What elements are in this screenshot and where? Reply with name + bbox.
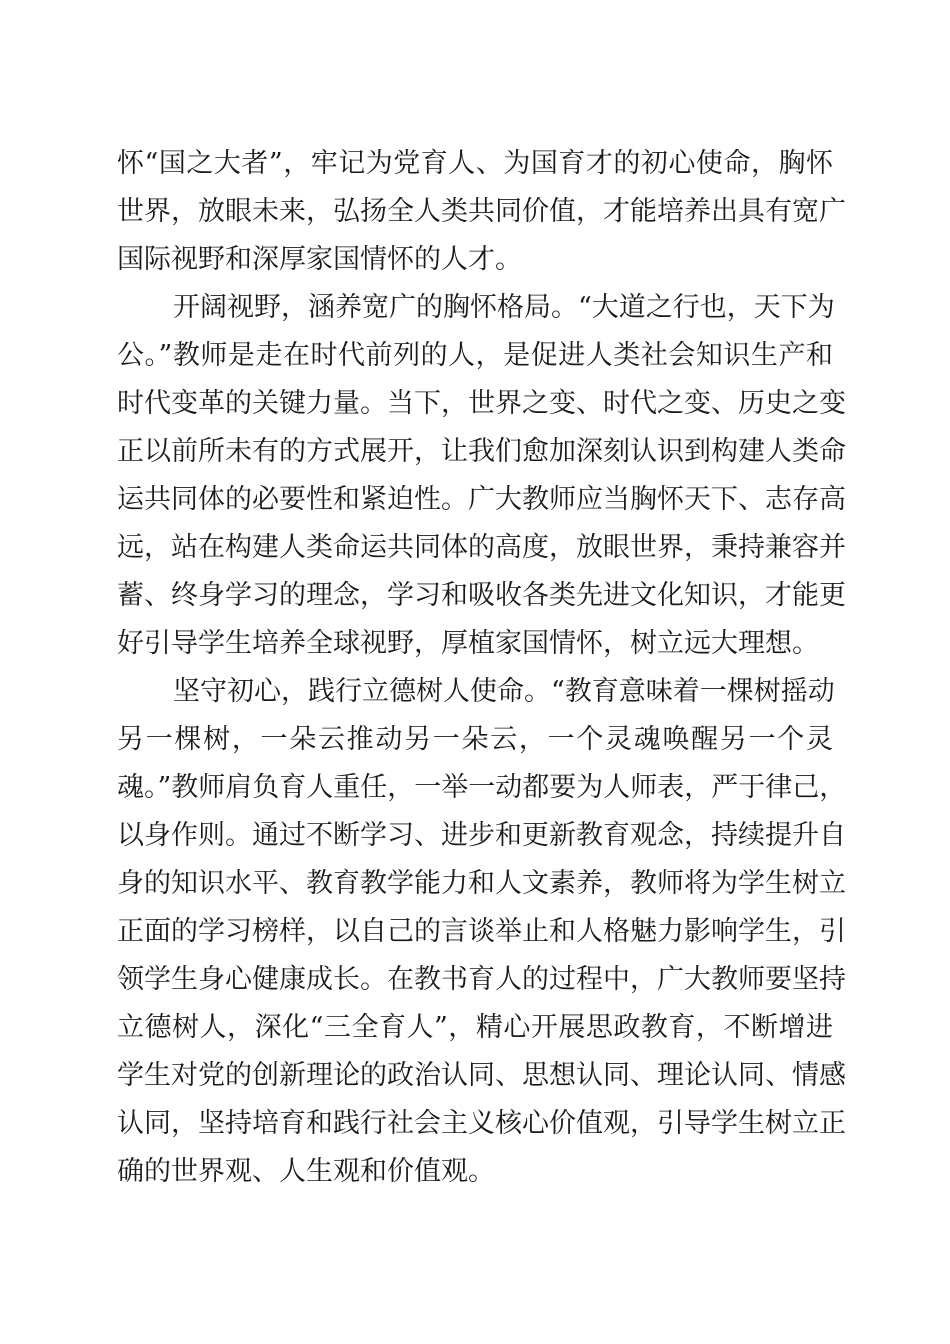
text-line: 领学生身心健康成长。在教书育人的过程中，广大教师要坚持 [117,964,846,995]
paragraph-start-line: 开阔视野，涵养宽广的胸怀格局。“大道之行也，天下为 [173,292,835,323]
text-line: 身的知识水平、教育教学能力和人文素养，教师将为学生树立 [117,868,846,899]
text-line: 时代变革的关键力量。当下，世界之变、时代之变、历史之变 [117,388,846,419]
text-line: 怀“国之大者”，牢记为党育人、为国育才的初心使命，胸怀 [117,148,833,179]
text-line: 正以前所未有的方式展开，让我们愈加深刻认识到构建人类命 [117,436,846,467]
text-line: 以身作则。通过不断学习、进步和更新教育观念，持续提升自 [117,820,846,851]
text-line: 确的世界观、人生观和价值观。 [117,1156,495,1187]
text-line: 正面的学习榜样，以自己的言谈举止和人格魅力影响学生，引 [117,916,846,947]
text-line: 国际视野和深厚家国情怀的人才。 [117,244,522,275]
text-line: 立德树人，深化“三全育人”，精心开展思政教育，不断增进 [117,1012,833,1043]
text-line: 好引导学生培养全球视野，厚植家国情怀，树立远大理想。 [117,628,819,659]
text-line: 公。”教师是走在时代前列的人，是促进人类社会知识生产和 [117,340,833,371]
text-line: 蓄、终身学习的理念，学习和吸收各类先进文化知识，才能更 [117,580,846,611]
text-line: 另一棵树，一朵云推动另一朵云，一个灵魂唤醒另一个灵 [117,724,833,755]
text-line: 魂。”教师肩负育人重任，一举一动都要为人师表，严于律己， [117,772,847,803]
paragraph-start-line: 坚守初心，践行立德树人使命。“教育意味着一棵树摇动 [173,676,835,707]
text-line: 运共同体的必要性和紧迫性。广大教师应当胸怀天下、志存高 [117,484,846,515]
text-line: 认同，坚持培育和践行社会主义核心价值观，引导学生树立正 [117,1108,846,1139]
text-line: 世界，放眼未来，弘扬全人类共同价值，才能培养出具有宽广 [117,196,846,227]
text-line: 学生对党的创新理论的政治认同、思想认同、理论认同、情感 [117,1060,846,1091]
body-text [117,140,847,1196]
text-line: 远，站在构建人类命运共同体的高度，放眼世界，秉持兼容并 [117,532,846,563]
